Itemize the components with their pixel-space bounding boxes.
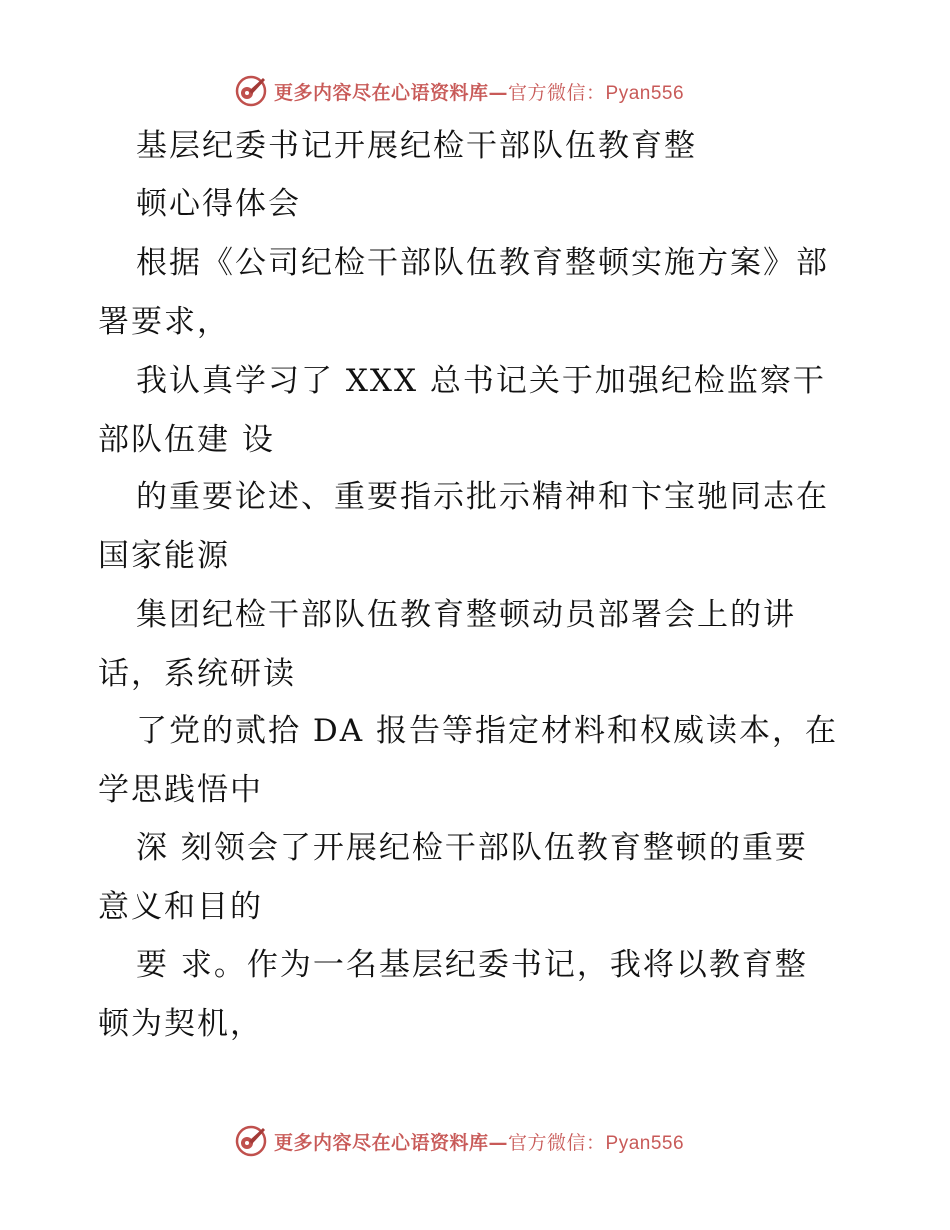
watermark-wechat: 官方微信：Pyan556 bbox=[508, 82, 685, 104]
paragraph-line: 顿为契机， bbox=[98, 1006, 263, 1042]
document-title-line-1: 基层纪委书记开展纪检干部队伍教育整 bbox=[136, 128, 697, 164]
paragraph-line: 学思践悟中 bbox=[98, 772, 263, 808]
pen-logo-icon bbox=[234, 1124, 268, 1158]
paragraph-line: 我认真学习了 XXX 总书记关于加强纪检监察干 bbox=[136, 363, 826, 399]
paragraph-line: 的重要论述、重要指示批示精神和卞宝驰同志在 bbox=[136, 479, 829, 515]
watermark-text bbox=[274, 78, 684, 105]
watermark-brand: 更多内容尽在心语资料库— bbox=[274, 1131, 509, 1154]
paragraph-line: 署要求， bbox=[98, 304, 230, 340]
paragraph-line: 要 求。作为一名基层纪委书记，我将以教育整 bbox=[136, 947, 808, 983]
paragraph-line: 根据《公司纪检干部队伍教育整顿实施方案》部 bbox=[136, 245, 829, 281]
paragraph-line: 意义和目的 bbox=[98, 889, 263, 925]
header-watermark bbox=[234, 74, 684, 108]
pen-logo-icon bbox=[234, 74, 268, 108]
paragraph-line: 深 刻领会了开展纪检干部队伍教育整顿的重要 bbox=[136, 830, 808, 866]
paragraph-line: 国家能源 bbox=[98, 538, 230, 574]
footer-watermark bbox=[234, 1124, 684, 1158]
watermark-brand: 更多内容尽在心语资料库— bbox=[274, 81, 509, 104]
paragraph-line: 话，系统研读 bbox=[98, 656, 296, 692]
paragraph-line: 部队伍建 设 bbox=[98, 422, 275, 458]
watermark-wechat: 官方微信：Pyan556 bbox=[508, 1132, 685, 1154]
watermark-text bbox=[274, 1128, 684, 1155]
paragraph-line: 集团纪检干部队伍教育整顿动员部署会上的讲 bbox=[136, 597, 796, 633]
document-title-line-2: 顿心得体会 bbox=[136, 186, 301, 222]
paragraph-line: 了党的贰拾 DA 报告等指定材料和权威读本，在 bbox=[136, 713, 838, 749]
